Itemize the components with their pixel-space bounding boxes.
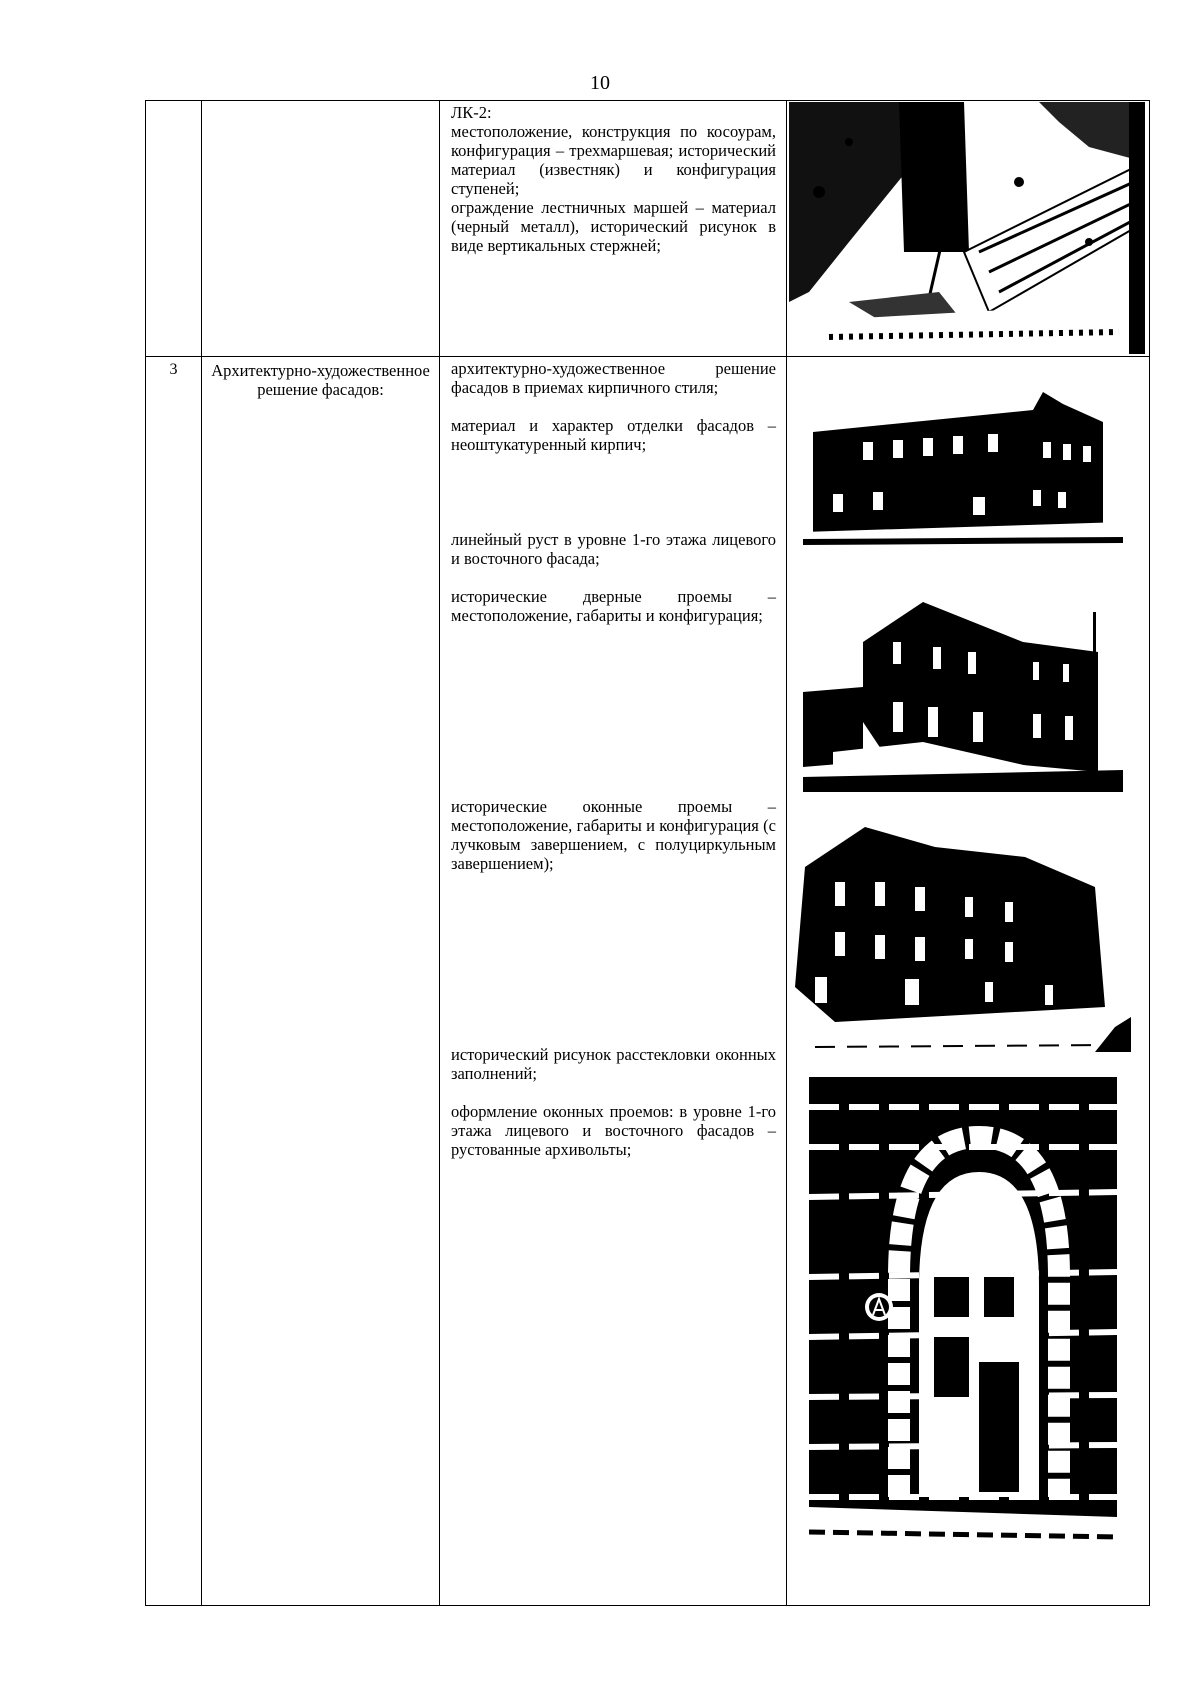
building-facade-photo-2 xyxy=(803,602,1123,792)
row-description xyxy=(440,101,787,357)
document-table xyxy=(145,100,1150,1606)
description-paragraph: исторический рисунок расстекловки оконных заполнений; xyxy=(451,1045,776,1083)
description-paragraph: линейный руст в уровне 1-го этажа лицевого и восточного фасада; xyxy=(451,530,776,568)
building-facade-photo-3 xyxy=(795,827,1131,1052)
description-paragraph: оформление оконных проемов: в уровне 1-го этажа лицевого и восточного фасадов – рустованные архивольты; xyxy=(451,1102,776,1159)
description-paragraph: исторические оконные проемы – местоположение, габариты и конфигурация (с лучковым завершением, с полуциркульным завершением); xyxy=(451,797,776,873)
description-paragraph: ЛК-2: xyxy=(451,103,492,122)
page-number: 10 xyxy=(590,72,610,94)
description-paragraph: материал и характер отделки фасадов – неоштукатуренный кирпич; xyxy=(451,416,776,454)
row-number: 3 xyxy=(146,357,202,1606)
row-description xyxy=(440,357,787,1606)
staircase-photo xyxy=(789,102,1145,354)
table-row xyxy=(146,357,1150,1606)
arched-window-photo xyxy=(809,1077,1117,1557)
row-name xyxy=(202,101,440,357)
photo-cell xyxy=(787,101,1150,357)
photo-cell xyxy=(787,357,1150,1606)
building-facade-photo-1 xyxy=(803,382,1123,552)
description-paragraph: архитектурно-художественное решение фасадов в приемах кирпичного стиля; xyxy=(451,359,776,397)
description-paragraph: ограждение лестничных маршей – материал (черный металл), исторический рисунок в виде вертикальных стержней; xyxy=(451,198,776,255)
table-row xyxy=(146,101,1150,357)
description-paragraph: местоположение, конструкция по косоурам, конфигурация – трехмаршевая; исторический материал (известняк) и конфигурация ступеней; xyxy=(451,122,776,198)
row-number xyxy=(146,101,202,357)
row-name: Архитектурно-художественное решение фасадов: xyxy=(202,357,440,1606)
description-paragraph: исторические дверные проемы – местоположение, габариты и конфигурация; xyxy=(451,587,776,625)
